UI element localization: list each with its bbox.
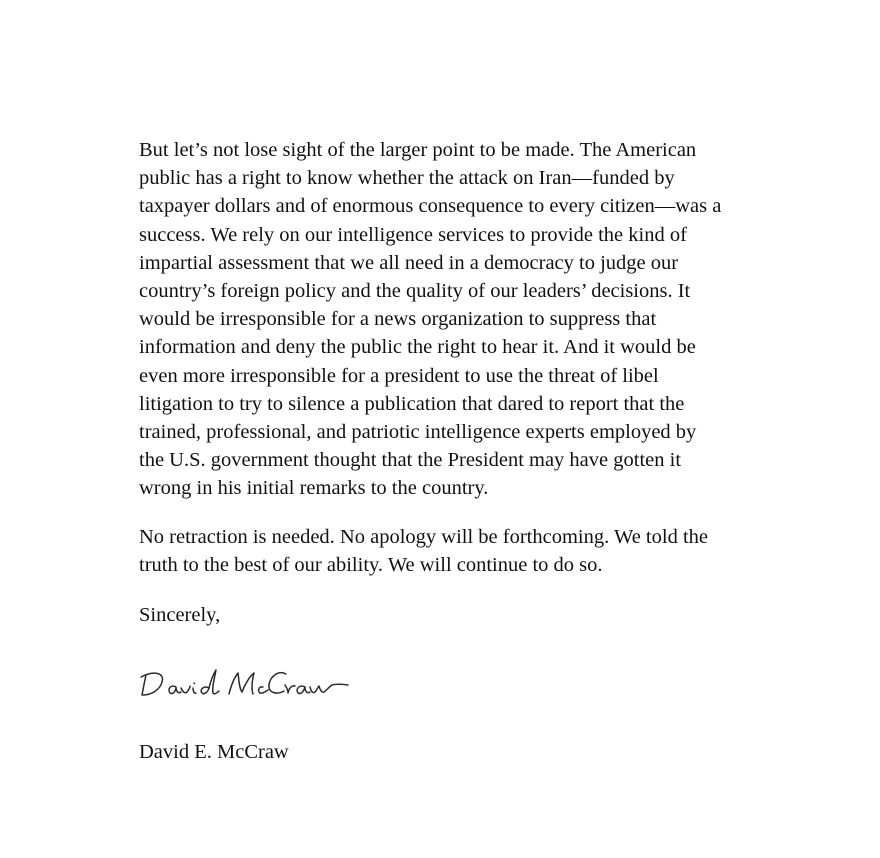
paragraph-line: information and deny the public the right to hear it. And it would be: [139, 336, 696, 359]
paragraph-line: wrong in his initial remarks to the country.: [139, 477, 489, 500]
paragraph-line: success. We rely on our intelligence services to provide the kind of: [139, 223, 687, 246]
paragraph-line: litigation to try to silence a publication that dared to report that the: [139, 392, 685, 415]
paragraph-line: would be irresponsible for a news organization to suppress that: [139, 308, 657, 331]
paragraph-line: even more irresponsible for a president to use the threat of libel: [139, 364, 659, 387]
body-paragraph-1: [139, 136, 721, 503]
paragraph-line: country’s foreign policy and the quality of our leaders’ decisions. It: [139, 280, 691, 303]
signer-name: David E. McCraw: [139, 741, 289, 763]
body-paragraph-2: [139, 523, 708, 579]
paragraph-line: trained, professional, and patriotic intelligence experts employed by: [139, 421, 697, 444]
closing-salutation: Sincerely,: [139, 604, 221, 626]
paragraph-line: taxpayer dollars and of enormous consequence to every citizen—was a: [139, 195, 722, 218]
paragraph-line: But let’s not lose sight of the larger point to be made. The American: [139, 139, 697, 161]
paragraph-line: No retraction is needed. No apology will be forthcoming. We told the: [139, 526, 708, 548]
paragraph-line: public has a right to know whether the attack on Iran—funded by: [139, 167, 675, 190]
paragraph-line: the U.S. government thought that the President may have gotten it: [139, 449, 682, 472]
paragraph-line: impartial assessment that we all need in a democracy to judge our: [139, 251, 679, 274]
paragraph-line: truth to the best of our ability. We will continue to do so.: [139, 554, 603, 577]
handwritten-signature: [138, 662, 358, 706]
